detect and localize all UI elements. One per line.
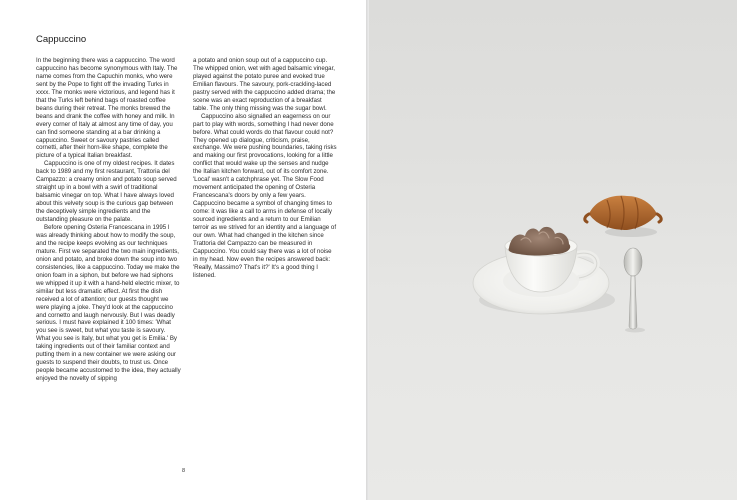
paragraph: Before opening Osteria Francescana in 1995 I was already thinking about how to modify the soup, and the recipe keeps evolving as our techniques mature. First we separated the two main ingredients, onion and potato, and broke down the soup into two consistencies, like a cappuccino. Today we make the onion foam in a siphon, but before we had siphons we whipped it up it with a hand-held electric mixer, to similar but less dramatic effect. At first the dish received a lot of attention; our guests thought we were playing a joke. They'd look at the cappuccino and cornetto and laugh nervously. But I was deadly serious. I must have explained it 100 times: 'What you see is sweet, but what you taste is savoury. What you see is Italy, but what you get is Emilia.' By taking ingredients out of their familiar context and putting them in a new container we were asking our guests to suspend their doubts, to trust us. Once people became accustomed to the idea, they actually enjoyed the novelty of sipping bbox=[36, 224, 181, 383]
paragraph: In the beginning there was a cappuccino. The word cappuccino has become synonymous with Italy. The name comes from the Capuchin monks, who were sent by the Pope to fight off the invading Turks in xxxx. The monks were victorious, and legend has it that the Turks left behind bags of roasted coffee beans during their retreat. The monks brewed the beans and drank the coffee with honey and milk. In every corner of Italy at almost any time of day, you can find someone standing at a bar drinking a cappuccino. Sweet or savoury pastries called cornetti, after their horn-like shape, complete the picture of a typical Italian breakfast. bbox=[36, 57, 178, 160]
left-page bbox=[0, 0, 368, 500]
paragraph: Cappuccino is one of my oldest recipes. It dates back to 1989 and my first restaurant, Trattoria del Campazzo: a creamy onion and potato soup served straight up in a bowl with a swirl of traditional balsamic vinegar on top. What I have always loved about this velvety soup is the curious gap between the deceptively simple ingredients and the outstanding pleasure on the palate. bbox=[36, 160, 177, 224]
paragraph: Cappuccino also signalled an eagerness on our part to play with words, something I had never done before. What could words do that flavour could not? They opened up dialogue, criticism, praise, exchange. We were pushing boundaries, taking risks and making our first provocations, looking for a little conflict that would wake up the senses and nudge the Italian kitchen forward, out of its comfort zone. 'Local' wasn't a catchphrase yet. The Slow Food movement anticipated the opening of Osteria Francescana's doors by only a few years. Cappuccino became a symbol of changing times to come: it was like a call to arms in defense of locally sourced ingredients and a return to our Emilian terroir as we strived for an identity and a language of our own. What had changed in the kitchen since Trattoria del Campazzo can be measured in Cappuccino. You could say there was a lot of noise in my head. Now even the recipes answered back: 'Really, Massimo? That's it?' It's a good thing I listened. bbox=[193, 112, 337, 279]
foam bbox=[508, 227, 570, 256]
spoon bbox=[624, 248, 642, 329]
food-photo bbox=[369, 0, 737, 500]
paragraph: a potato and onion soup out of a cappuccino cup. The whipped onion, wet with aged balsamic vinegar, played against the potato puree and evoked true Emilian flavours. The savoury, pork-crackling-laced pastry served with the cappuccino added drama; the scene was an exact reproduction of a breakfast table. The only thing missing was the sugar bowl. bbox=[193, 57, 336, 112]
page-title: Cappuccino bbox=[36, 34, 87, 45]
page-number: 8 bbox=[182, 468, 186, 474]
text-column-2 bbox=[193, 57, 338, 280]
cornetto bbox=[585, 196, 661, 230]
text-column-1 bbox=[36, 57, 181, 383]
right-page-photo bbox=[369, 0, 737, 500]
